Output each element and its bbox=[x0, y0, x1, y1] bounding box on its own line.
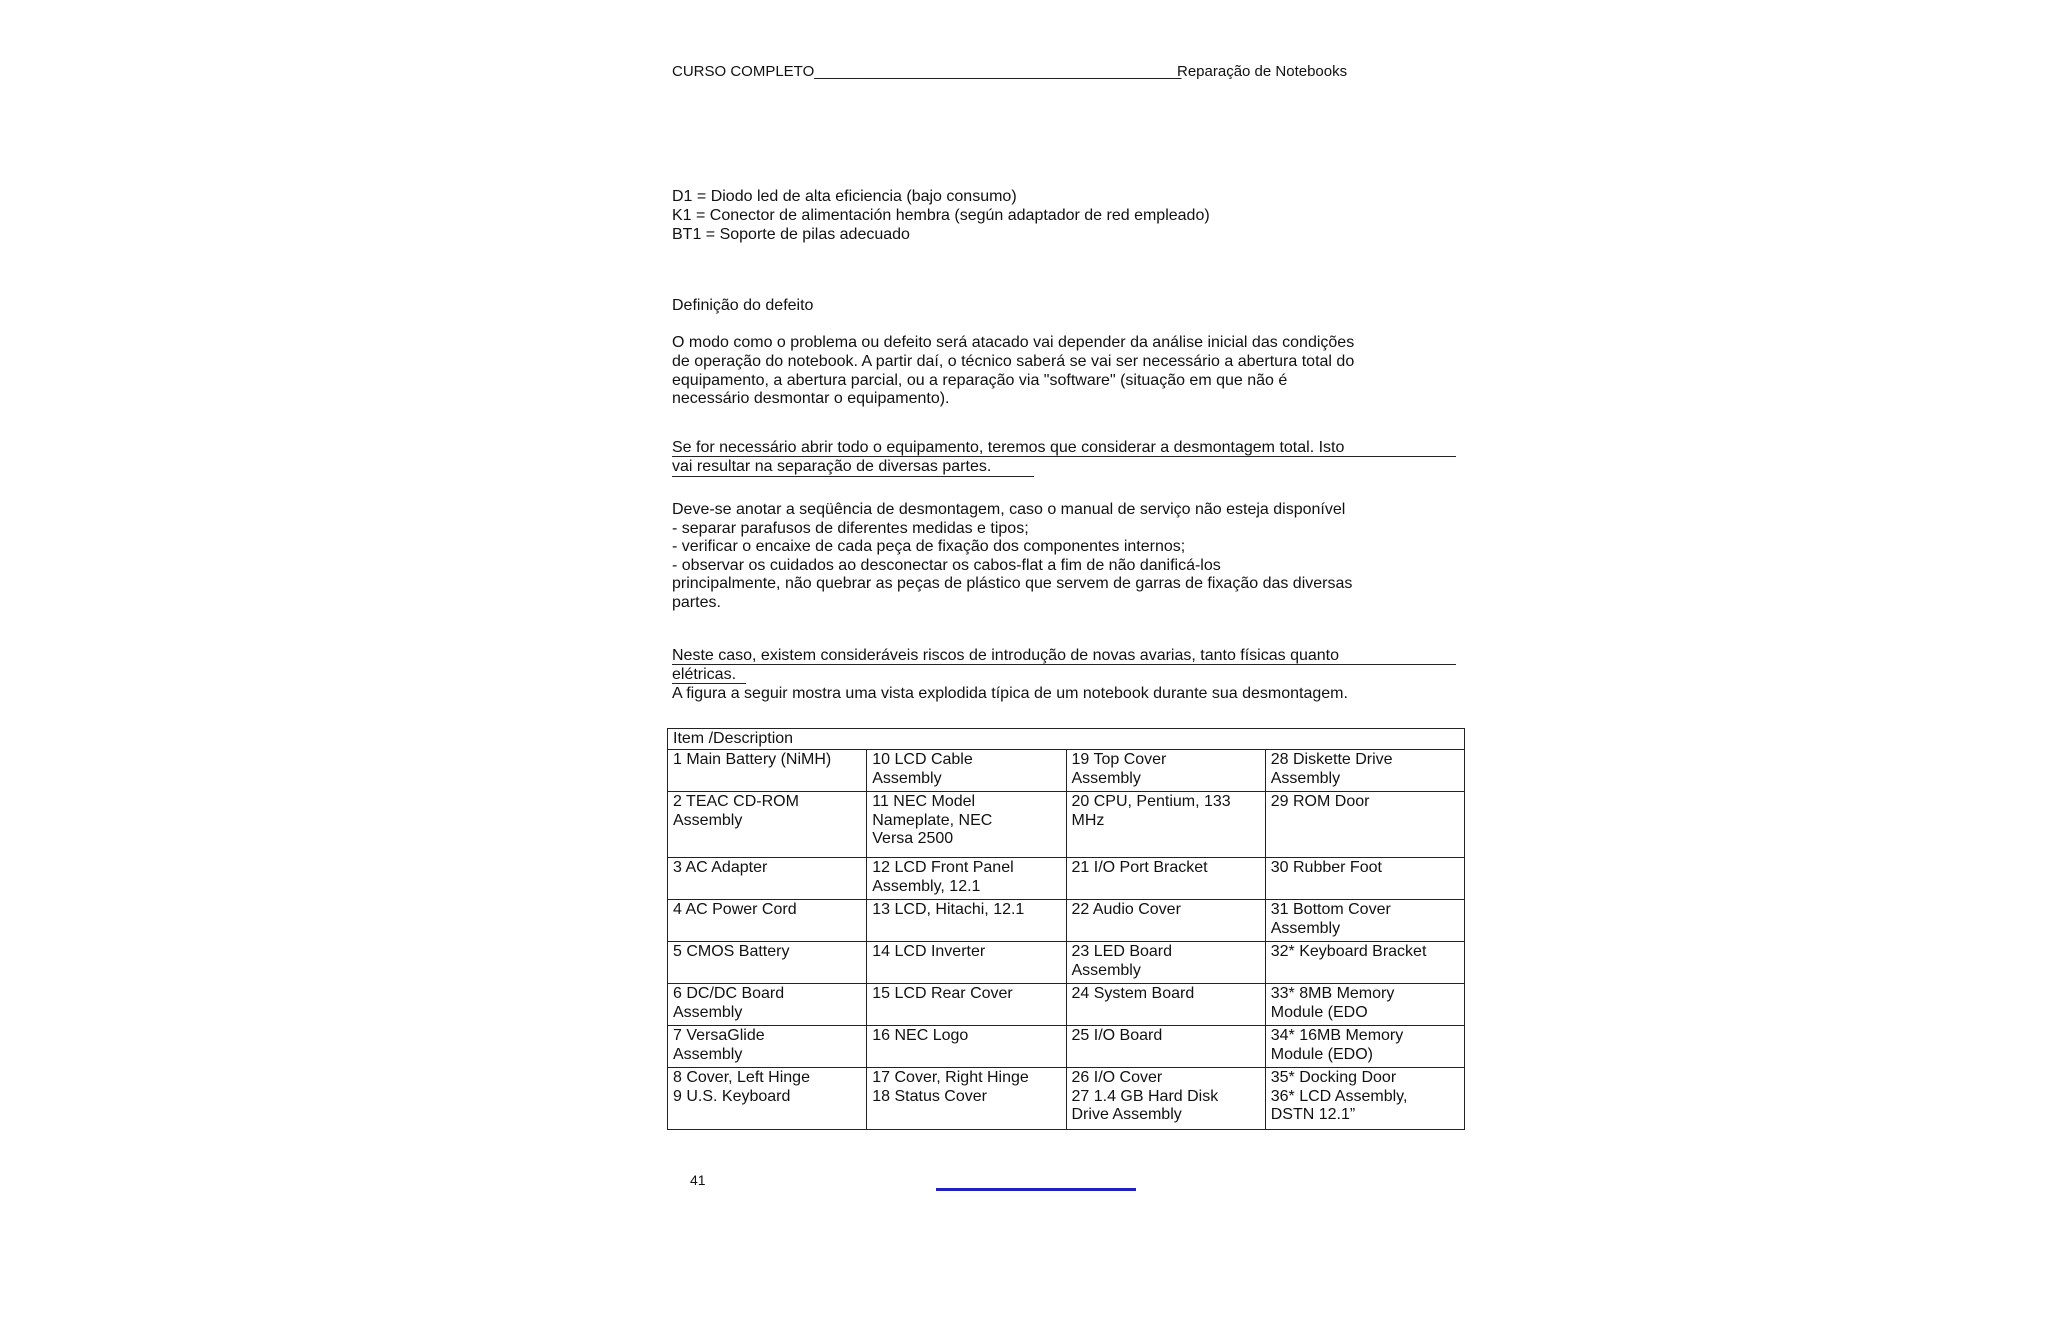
paragraph-line: equipamento, a abertura parcial, ou a reparação via "software" (situação em que não é bbox=[672, 372, 1288, 389]
page-number: 41 bbox=[690, 1172, 706, 1188]
paragraph-line: - separar parafusos de diferentes medidas e tipos; bbox=[672, 520, 1029, 537]
table-cell: 6 DC/DC Board Assembly bbox=[668, 984, 867, 1026]
table-cell: 33* 8MB Memory Module (EDO bbox=[1265, 984, 1464, 1026]
table-row bbox=[668, 984, 1465, 1026]
table-cell: 2 TEAC CD-ROM Assembly bbox=[668, 792, 867, 858]
paragraph-line: de operação do notebook. A partir daí, o técnico saberá se vai ser necessário a abertura total do bbox=[672, 353, 1355, 370]
section-title: Definição do defeito bbox=[672, 297, 814, 314]
table-cell: 23 LED Board Assembly bbox=[1066, 942, 1265, 984]
table-cell: 17 Cover, Right Hinge 18 Status Cover bbox=[867, 1068, 1066, 1130]
table-cell: 19 Top Cover Assembly bbox=[1066, 750, 1265, 792]
table-row bbox=[668, 858, 1465, 900]
underline-rule bbox=[672, 476, 1034, 477]
table-cell: 30 Rubber Foot bbox=[1265, 858, 1464, 900]
table-cell: 11 NEC Model Nameplate, NEC Versa 2500 bbox=[867, 792, 1066, 858]
legend-line: BT1 = Soporte de pilas adecuado bbox=[672, 226, 910, 243]
table-cell: 14 LCD Inverter bbox=[867, 942, 1066, 984]
table-cell: 3 AC Adapter bbox=[668, 858, 867, 900]
running-header-right: Reparação de Notebooks bbox=[1177, 63, 1348, 80]
paragraph-line: principalmente, não quebrar as peças de plástico que servem de garras de fixação das diversas bbox=[672, 575, 1353, 592]
table-cell: 24 System Board bbox=[1066, 984, 1265, 1026]
table-cell: 25 I/O Board bbox=[1066, 1026, 1265, 1068]
table-row bbox=[668, 942, 1465, 984]
paragraph-line: Deve-se anotar a seqüência de desmontagem, caso o manual de serviço não esteja disponível bbox=[672, 501, 1346, 518]
footer-link-bar[interactable] bbox=[936, 1188, 1136, 1191]
table-row bbox=[668, 792, 1465, 858]
paragraph-line: - observar os cuidados ao desconectar os cabos-flat a fim de não danificá-los bbox=[672, 557, 1221, 574]
paragraph-line: partes. bbox=[672, 594, 721, 611]
table-cell: 12 LCD Front Panel Assembly, 12.1 bbox=[867, 858, 1066, 900]
paragraph-line: Neste caso, existem consideráveis riscos de introdução de novas avarias, tanto físicas quanto bbox=[672, 647, 1340, 664]
paragraph-line: - verificar o encaixe de cada peça de fixação dos componentes internos; bbox=[672, 538, 1186, 555]
table-cell: 5 CMOS Battery bbox=[668, 942, 867, 984]
table-cell: 34* 16MB Memory Module (EDO) bbox=[1265, 1026, 1464, 1068]
legend-line: K1 = Conector de alimentación hembra (según adaptador de red empleado) bbox=[672, 207, 1210, 224]
table-cell: 35* Docking Door 36* LCD Assembly, DSTN 12.1” bbox=[1265, 1068, 1464, 1130]
table-cell: 26 I/O Cover 27 1.4 GB Hard Disk Drive Assembly bbox=[1066, 1068, 1265, 1130]
table-cell: 8 Cover, Left Hinge 9 U.S. Keyboard bbox=[668, 1068, 867, 1130]
table-cell: 10 LCD Cable Assembly bbox=[867, 750, 1066, 792]
table-row bbox=[668, 900, 1465, 942]
paragraph-line: vai resultar na separação de diversas partes. bbox=[672, 458, 992, 475]
table-cell: 15 LCD Rear Cover bbox=[867, 984, 1066, 1026]
parts-table bbox=[667, 728, 1465, 1130]
table-cell: 20 CPU, Pentium, 133 MHz bbox=[1066, 792, 1265, 858]
table-cell: 21 I/O Port Bracket bbox=[1066, 858, 1265, 900]
table-cell: 28 Diskette Drive Assembly bbox=[1265, 750, 1464, 792]
paragraph-line: necessário desmontar o equipamento). bbox=[672, 390, 950, 407]
paragraph-line: elétricas. bbox=[672, 666, 737, 683]
table-cell: 4 AC Power Cord bbox=[668, 900, 867, 942]
running-header-left: CURSO COMPLETO____________________________________________ bbox=[672, 63, 1182, 80]
paragraph-line: O modo como o problema ou defeito será atacado vai depender da análise inicial das condições bbox=[672, 334, 1355, 351]
table-cell: 7 VersaGlide Assembly bbox=[668, 1026, 867, 1068]
legend-line: D1 = Diodo led de alta eficiencia (bajo consumo) bbox=[672, 188, 1017, 205]
table-row bbox=[668, 1026, 1465, 1068]
table-cell: 13 LCD, Hitachi, 12.1 bbox=[867, 900, 1066, 942]
paragraph-line: A figura a seguir mostra uma vista explodida típica de um notebook durante sua desmontagem. bbox=[672, 685, 1348, 702]
table-cell: 16 NEC Logo bbox=[867, 1026, 1066, 1068]
table-cell: 31 Bottom Cover Assembly bbox=[1265, 900, 1464, 942]
table-cell: 29 ROM Door bbox=[1265, 792, 1464, 858]
table-row bbox=[668, 750, 1465, 792]
table-cell: 32* Keyboard Bracket bbox=[1265, 942, 1464, 984]
table-cell: 1 Main Battery (NiMH) bbox=[668, 750, 867, 792]
table-row bbox=[668, 1068, 1465, 1130]
underline-rule bbox=[672, 664, 1456, 665]
paragraph-line: Se for necessário abrir todo o equipamento, teremos que considerar a desmontagem total. Isto bbox=[672, 439, 1345, 456]
table-heading: Item /Description bbox=[668, 729, 1465, 750]
table-cell: 22 Audio Cover bbox=[1066, 900, 1265, 942]
